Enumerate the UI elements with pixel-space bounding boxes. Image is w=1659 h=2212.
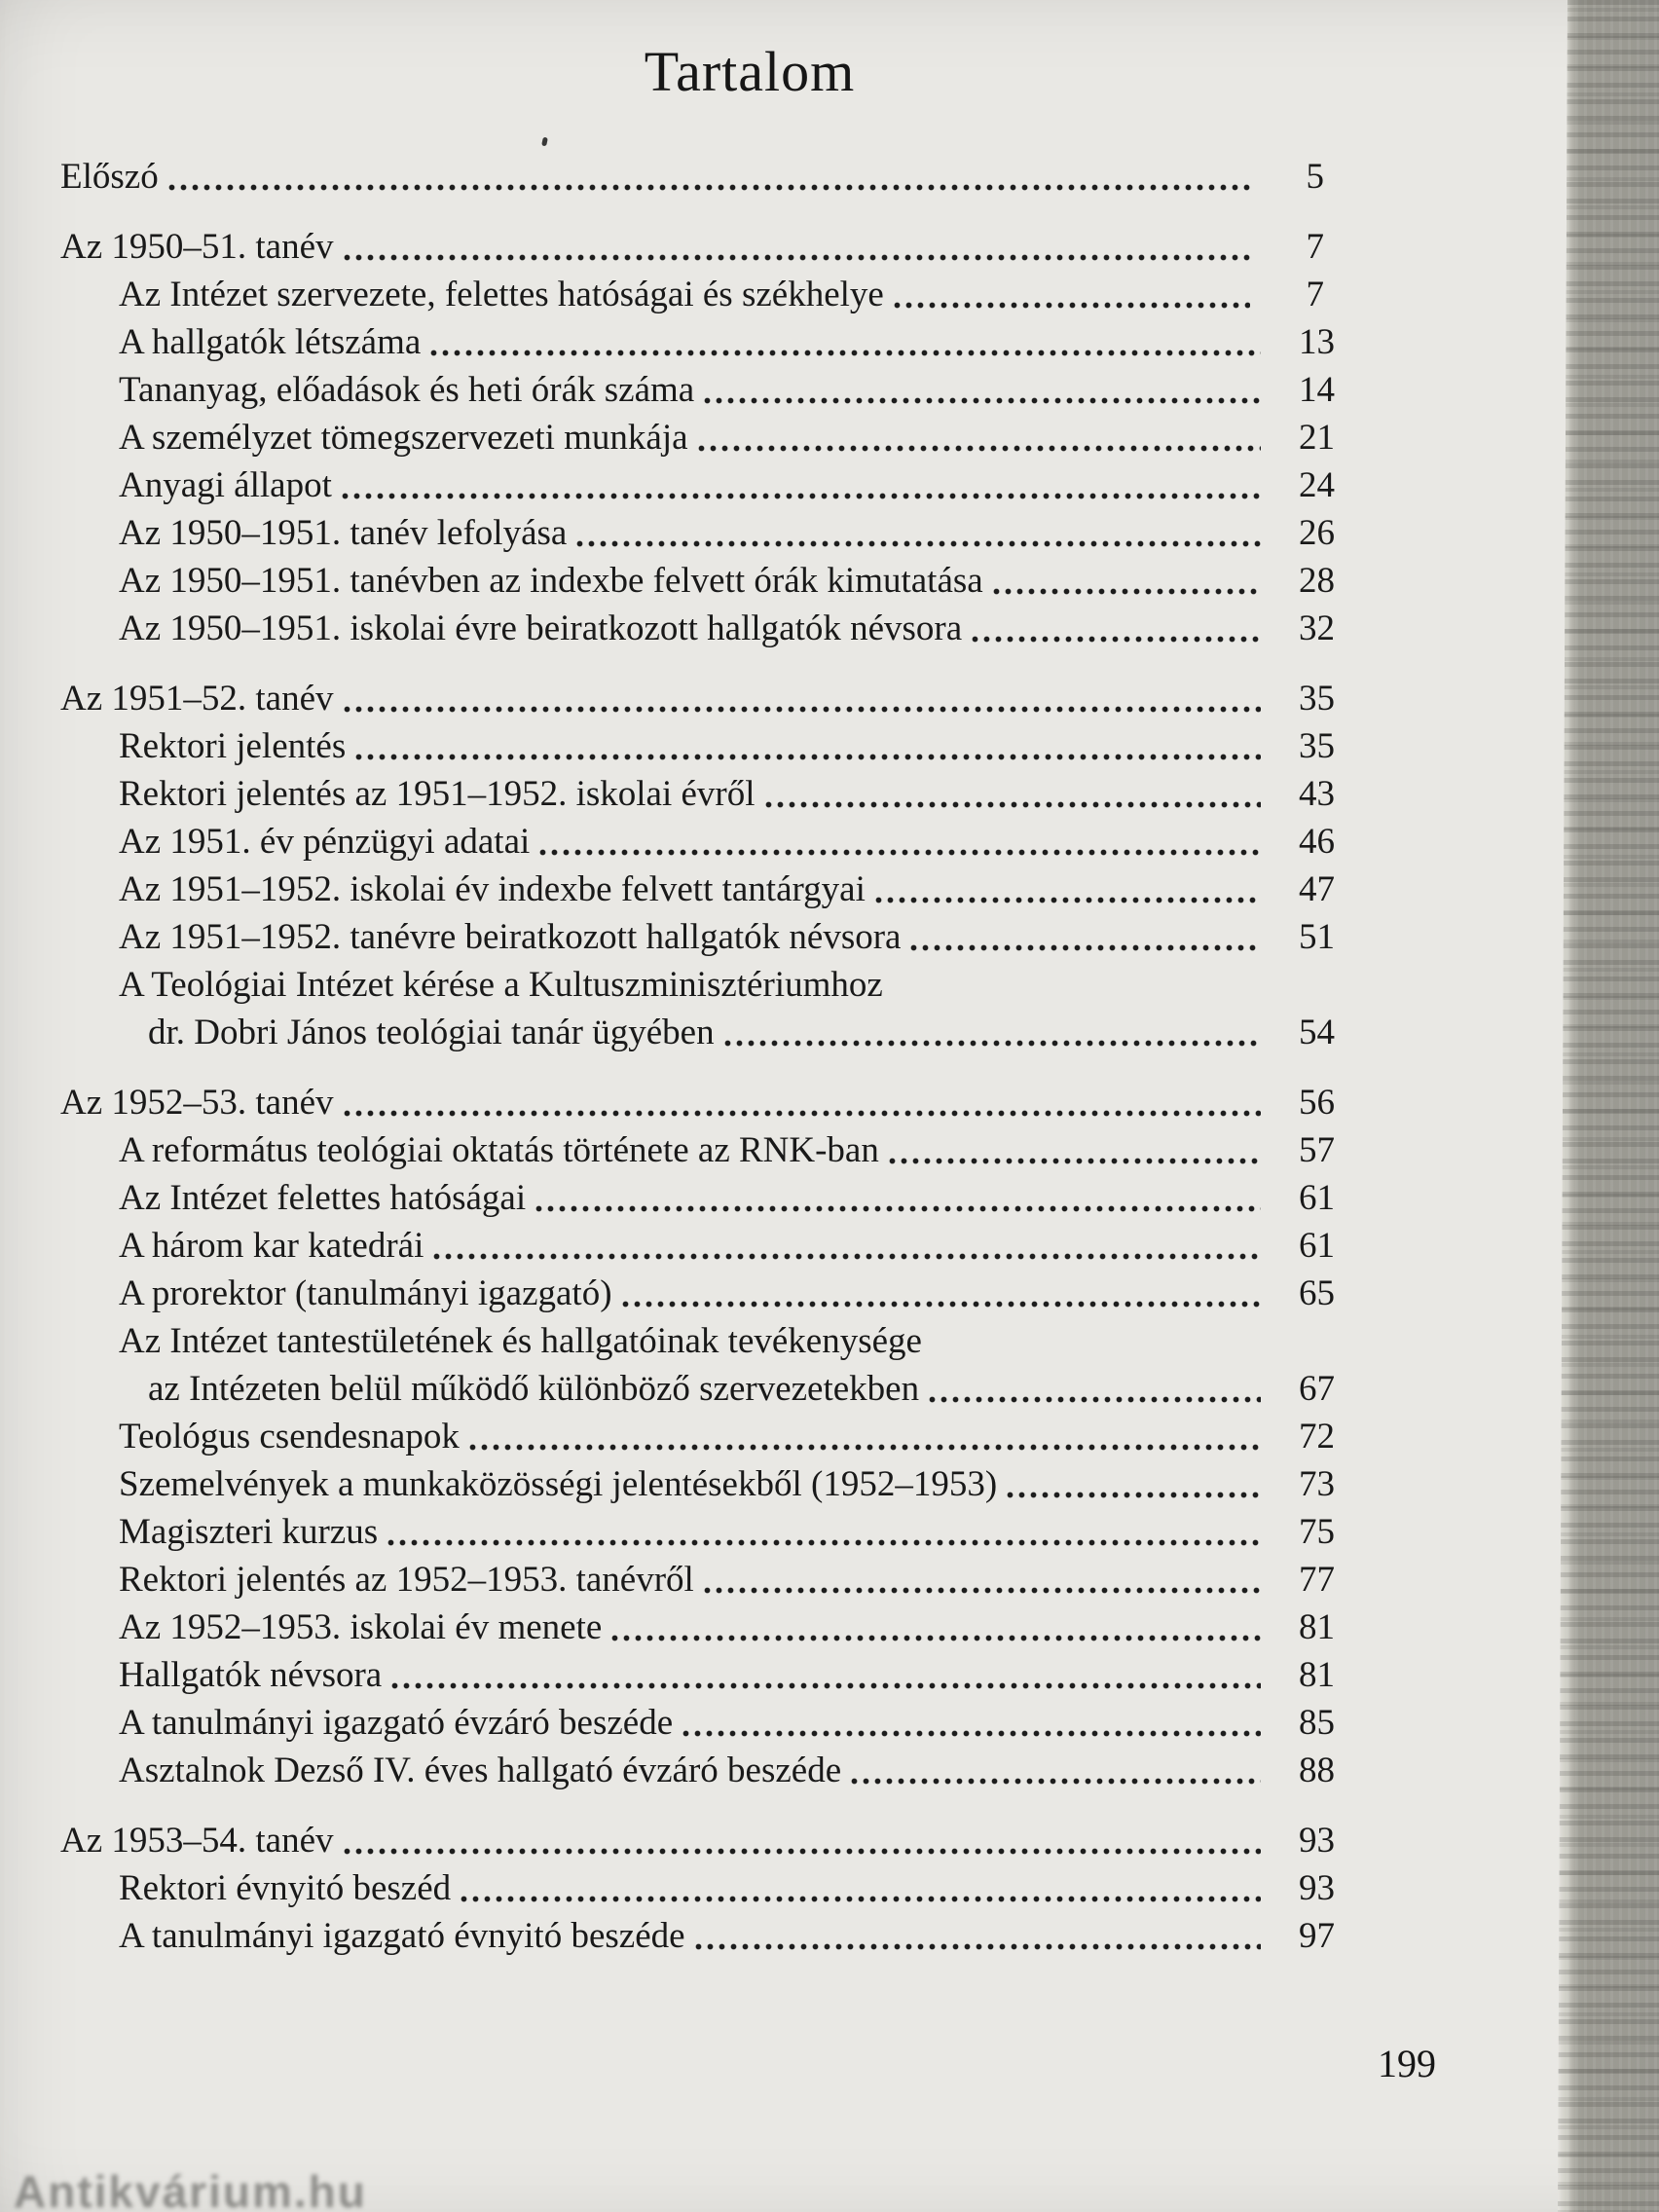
toc-entry-line <box>0 509 1558 557</box>
dot-leader <box>908 942 1261 953</box>
toc-entry-label: Rektori évnyitó beszéd <box>119 1868 452 1908</box>
toc-entry-line <box>0 414 1558 461</box>
toc-entry-label: Magiszteri kurzus <box>119 1512 379 1552</box>
toc-entry-label: Az 1951–52. tanév <box>60 679 334 719</box>
toc-entry-page-number: 26 <box>1299 513 1335 553</box>
toc-entry-label: Anyagi állapot <box>119 465 332 505</box>
dot-leader <box>970 634 1261 645</box>
toc-entry-page-number: 61 <box>1299 1226 1335 1266</box>
toc-entry-line <box>0 1079 1558 1126</box>
toc-entry-page-number: 5 <box>1306 157 1324 197</box>
toc-entry-line <box>0 223 1558 271</box>
toc-entry-label: Az 1951–1952. tanévre beiratkozott hallgatók névsora <box>119 917 902 957</box>
toc-entry-line <box>0 1317 1558 1365</box>
toc-entry-line <box>0 1556 1558 1604</box>
toc-entry-label: Az 1953–54. tanév <box>60 1821 334 1861</box>
toc-entry-label: Az Intézet szervezete, felettes hatóságai és székhelye <box>119 275 884 314</box>
dot-leader <box>887 1156 1261 1166</box>
toc-entry-page-number: 21 <box>1299 418 1335 458</box>
dot-leader <box>166 182 1250 193</box>
dot-leader <box>892 300 1250 311</box>
dot-leader <box>342 1108 1261 1119</box>
toc-entry-page-number: 35 <box>1299 726 1335 766</box>
page-title: Tartalom <box>644 40 856 103</box>
dot-leader <box>537 847 1261 858</box>
toc-entry-label: Rektori jelentés <box>119 726 347 766</box>
toc-entry-line <box>0 605 1558 652</box>
toc-entry-line <box>0 770 1558 818</box>
toc-entry-label: Az 1951–1952. iskolai év indexbe felvett tantárgyai <box>119 869 866 909</box>
footer-page-number: 199 <box>1378 2042 1436 2085</box>
toc-entry-page-number: 93 <box>1299 1821 1335 1861</box>
dot-leader <box>389 1680 1261 1691</box>
toc-entry-line <box>0 1009 1558 1056</box>
dot-leader <box>681 1728 1261 1739</box>
dot-leader <box>620 1299 1261 1309</box>
toc-entry-line <box>0 961 1558 1009</box>
toc-entry-page-number: 46 <box>1299 822 1335 862</box>
toc-entry-line <box>0 1174 1558 1222</box>
toc-entry-label: Rektori jelentés az 1951–1952. iskolai évről <box>119 774 756 814</box>
dot-leader <box>459 1894 1261 1904</box>
toc-entry-line <box>0 366 1558 414</box>
toc-entry-page-number: 81 <box>1299 1655 1335 1695</box>
toc-entry-line <box>0 1365 1558 1413</box>
toc-entry-label: Az 1951. év pénzügyi adatai <box>119 822 531 862</box>
toc-entry-page-number: 75 <box>1299 1512 1335 1552</box>
dot-leader <box>428 348 1261 358</box>
dot-leader <box>353 752 1261 762</box>
toc-entry-line <box>0 818 1558 866</box>
toc-entry-line <box>0 1651 1558 1699</box>
toc-entry-line <box>0 318 1558 366</box>
toc-entry-line <box>0 1222 1558 1270</box>
toc-entry-label: A személyzet tömegszervezeti munkája <box>119 418 688 458</box>
dot-leader <box>696 443 1261 454</box>
toc-entry-label: A Teológiai Intézet kérése a Kultuszminisztériumhoz <box>119 965 883 1005</box>
toc-entry-label: Az Intézet tantestületének és hallgatóinak tevékenysége <box>119 1321 922 1361</box>
toc-entry-line <box>0 1747 1558 1794</box>
dot-leader <box>574 538 1261 549</box>
toc-entry-page-number: 65 <box>1299 1273 1335 1313</box>
toc-entry-page-number: 57 <box>1299 1130 1335 1170</box>
toc-entry-page-number: 81 <box>1299 1607 1335 1647</box>
dot-leader <box>609 1633 1261 1643</box>
toc-entry-page-number: 14 <box>1299 370 1335 410</box>
toc-entry-page-number: 54 <box>1299 1013 1335 1052</box>
toc-entry-page-number: 77 <box>1299 1560 1335 1600</box>
toc-entry-page-number: 47 <box>1299 869 1335 909</box>
toc-entry-page-number: 85 <box>1299 1703 1335 1743</box>
toc-entry-page-number: 7 <box>1306 227 1324 267</box>
toc-entry-line <box>0 153 1558 201</box>
dot-leader <box>1005 1490 1261 1500</box>
toc-entry-line <box>0 675 1558 722</box>
toc-entry-label: A tanulmányi igazgató évzáró beszéde <box>119 1703 674 1743</box>
dot-leader <box>873 895 1261 905</box>
dot-leader <box>342 1846 1261 1857</box>
toc-entry-label: dr. Dobri János teológiai tanár ügyében <box>148 1013 715 1052</box>
watermark-text: Antikvárium.hu <box>14 2166 367 2212</box>
toc-entry-line <box>0 557 1558 605</box>
toc-entry-label: Rektori jelentés az 1952–1953. tanévről <box>119 1560 694 1600</box>
dot-leader <box>467 1442 1261 1453</box>
toc-entry-label: Szemelvények a munkaközösségi jelentésekből (1952–1953) <box>119 1464 998 1504</box>
toc-entry-page-number: 51 <box>1299 917 1335 957</box>
toc-entry-line <box>0 461 1558 509</box>
toc-entry-page-number: 32 <box>1299 608 1335 648</box>
toc-entry-page-number: 73 <box>1299 1464 1335 1504</box>
toc-entry-label: A református teológiai oktatás története az RNK-ban <box>119 1130 879 1170</box>
toc-entry-line <box>0 1126 1558 1174</box>
book-page-edge-strip <box>1558 0 1659 2212</box>
toc-entry-label: Hallgatók névsora <box>119 1655 383 1695</box>
toc-entry-page-number: 13 <box>1299 322 1335 362</box>
toc-entry-line <box>0 866 1558 913</box>
toc-entry-page-number: 97 <box>1299 1916 1335 1956</box>
toc-entry-line <box>0 1912 1558 1960</box>
dot-leader <box>342 704 1261 715</box>
toc-entry-line <box>0 722 1558 770</box>
toc-entry-label: Az 1952–53. tanév <box>60 1083 334 1123</box>
toc-entry-line <box>0 1460 1558 1508</box>
toc-entry-label: Az 1950–51. tanév <box>60 227 334 267</box>
toc-entry-label: Teológus csendesnapok <box>119 1417 460 1456</box>
dot-leader <box>763 799 1261 810</box>
dot-leader <box>927 1394 1261 1405</box>
toc-entry-line <box>0 1508 1558 1556</box>
toc-entry-page-number: 24 <box>1299 465 1335 505</box>
dot-leader <box>534 1203 1261 1214</box>
toc-entry-line <box>0 1864 1558 1912</box>
toc-entry-page-number: 7 <box>1306 275 1324 314</box>
toc-entry-page-number: 28 <box>1299 561 1335 601</box>
toc-entry-label: Az 1952–1953. iskolai év menete <box>119 1607 603 1647</box>
toc-entry-page-number: 67 <box>1299 1369 1335 1409</box>
toc-entry-line <box>0 271 1558 318</box>
toc-entry-label: A három kar katedrái <box>119 1226 424 1266</box>
dot-leader <box>342 252 1250 263</box>
toc-entry-page-number: 56 <box>1299 1083 1335 1123</box>
toc-entry-line <box>0 1413 1558 1460</box>
toc-entry-line <box>0 1604 1558 1651</box>
toc-entry-label: A tanulmányi igazgató évnyitó beszéde <box>119 1916 685 1956</box>
dot-leader <box>431 1251 1261 1262</box>
toc-entry-page-number: 43 <box>1299 774 1335 814</box>
dot-leader <box>722 1038 1261 1049</box>
toc-entry-label: Az Intézet felettes hatóságai <box>119 1178 527 1218</box>
dot-leader <box>693 1941 1261 1952</box>
toc-entry-label: Az 1950–1951. tanév lefolyása <box>119 513 568 553</box>
toc-entry-line <box>0 1817 1558 1864</box>
toc-entry-label: Az 1950–1951. tanévben az indexbe felvett órák kimutatása <box>119 561 983 601</box>
dot-leader <box>340 491 1261 501</box>
toc-entry-page-number: 72 <box>1299 1417 1335 1456</box>
toc-entry-page-number: 88 <box>1299 1751 1335 1790</box>
toc-entry-label: Tananyag, előadások és heti órák száma <box>119 370 695 410</box>
dot-leader <box>386 1537 1261 1548</box>
toc-entry-page-number: 93 <box>1299 1868 1335 1908</box>
dot-leader <box>702 1585 1261 1596</box>
toc-entry-line <box>0 1270 1558 1317</box>
dot-leader <box>991 586 1261 597</box>
toc-entry-label: A prorektor (tanulmányi igazgató) <box>119 1273 612 1313</box>
toc-entry-label: Előszó <box>60 157 159 197</box>
toc-entry-line <box>0 1699 1558 1747</box>
toc-entry-label: A hallgatók létszáma <box>119 322 422 362</box>
toc-entry-page-number: 61 <box>1299 1178 1335 1218</box>
dot-leader <box>702 395 1261 406</box>
toc-entry-label: Asztalnok Dezső IV. éves hallgató évzáró beszéde <box>119 1751 842 1790</box>
dot-leader <box>849 1776 1261 1787</box>
toc-entry-label: Az 1950–1951. iskolai évre beiratkozott hallgatók névsora <box>119 608 963 648</box>
toc-entry-line <box>0 913 1558 961</box>
toc-entry-page-number: 35 <box>1299 679 1335 719</box>
table-of-contents <box>0 153 1558 1960</box>
toc-entry-label: az Intézeten belül működő különböző szervezetekben <box>148 1369 920 1409</box>
